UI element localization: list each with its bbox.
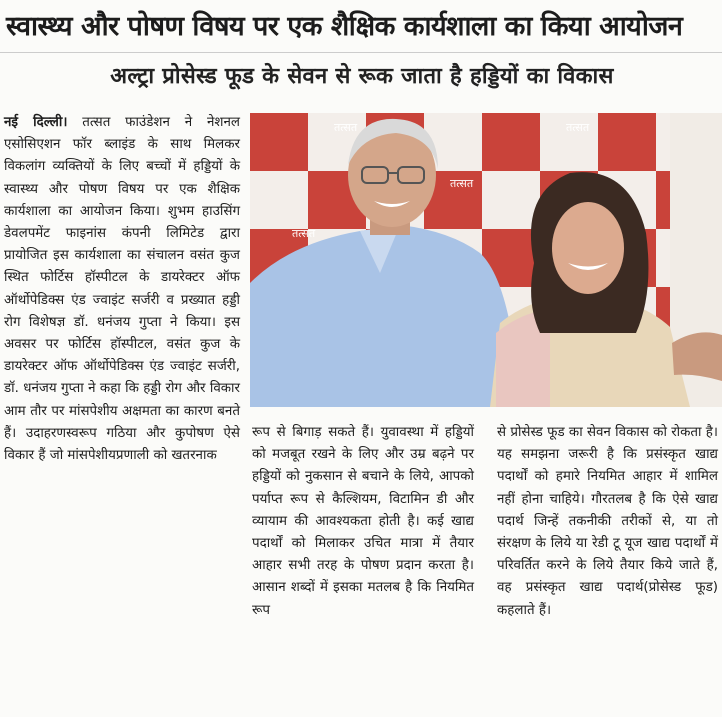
column-1-text: तत्सत फाउंडेशन ने नेशनल एसोसिएशन फॉर ब्लाइंड के साथ मिलकर विकलांग व्यक्तियों के लिए बच्चों में हड्डियों के स्वास्थ्य और पोषण विषय पर एक शैक्षिक कार्यशाला का आयोजन किया। शुभम हाउसिंग डेवलपमेंट फाइनांस कंपनी लिमिटेड द्वारा प्रायोजित इस कार्यशाला का संचालन वसंत कुज स्थित फोर्टिस हॉस्पीटल के डायरेक्टर ऑफ ऑर्थोपेडिक्स एंड ज्वाइंट सर्जरी व प्रख्यात हड्डी रोग विशेषज्ञ डॉ. धनंजय गुप्ता ने किया। इस अवसर पर फोर्टिस हॉस्पीटल, वसंत कुज के डायरेक्टर ऑफ ऑर्थोपेडिक्स एंड ज्वाइंट सर्जरी, डॉ. धनंजय गुप्ता ने कहा कि हड्डी रोग और विकार आम तौर पर मांसपेशीय अक्षमता का कारण बनते हैं। उदाहरणस्वरूप गठिया और कुपोषण ऐसे विकार हैं जो मांसपेशीयप्रणाली को खतरनाक: [4, 115, 240, 464]
article-subheadline: अल्ट्रा प्रोसेस्ड फूड के सेवन से रूक जाता है हड्डियों का विकास: [110, 64, 614, 89]
article-headline: स्वास्थ्य और पोषण विषय पर एक शैक्षिक कार्यशाला का किया आयोजन: [6, 11, 683, 42]
article-column-1: [4, 112, 240, 467]
article-column-2: रूप से बिगाड़ सकते हैं। युवावस्था में हड्डियों को मजबूत रखने के लिए और उम्र बढ़ने पर हड्डियों को नुकसान से बचाने के लिये, आपको पर्याप्त रूप से कैल्शियम, विटामिन डी और व्यायाम की आवश्यकता होती है। कई खाद्य पदार्थों को मिलाकर उचित मात्रा में तैयार आहार सभी तरह के पोषण प्रदान करता है। आसान शब्दों में इसका मतलब है कि नियमित रूप: [252, 425, 474, 618]
woman-face: [552, 202, 624, 294]
photo-illustration: [250, 113, 722, 407]
article-column-3: से प्रोसेस्ड फूड का सेवन विकास को रोकता है। यह समझना जरूरी है कि प्रसंस्कृत खाद्य पदार्थों को हमारे नियमित आहार में शामिल नहीं होना चाहिये। गौरतलब है कि ऐसे खाद्य पदार्थ जिन्हें तकनीकी तरीकों से, या तो संरक्षण के लिये या रेडी टू यूज खाद्य पदार्थों में परिवर्तित करने के लिये तैयार किये जाते हैं, वह प्रसंस्कृत खाद्य पदार्थ(प्रोसेस्ड फूड) कहलाते हैं।: [497, 425, 718, 618]
dateline: नई दिल्ली।: [4, 115, 68, 130]
backdrop-logo-1: तत्सत: [334, 121, 358, 134]
backdrop-logo-2: तत्सत: [450, 177, 474, 190]
backdrop-logo-3: तत्सत: [566, 121, 590, 134]
backdrop-logo-4: तत्सत: [292, 227, 316, 240]
article-photo: [250, 113, 722, 407]
headline-divider: [0, 52, 722, 53]
